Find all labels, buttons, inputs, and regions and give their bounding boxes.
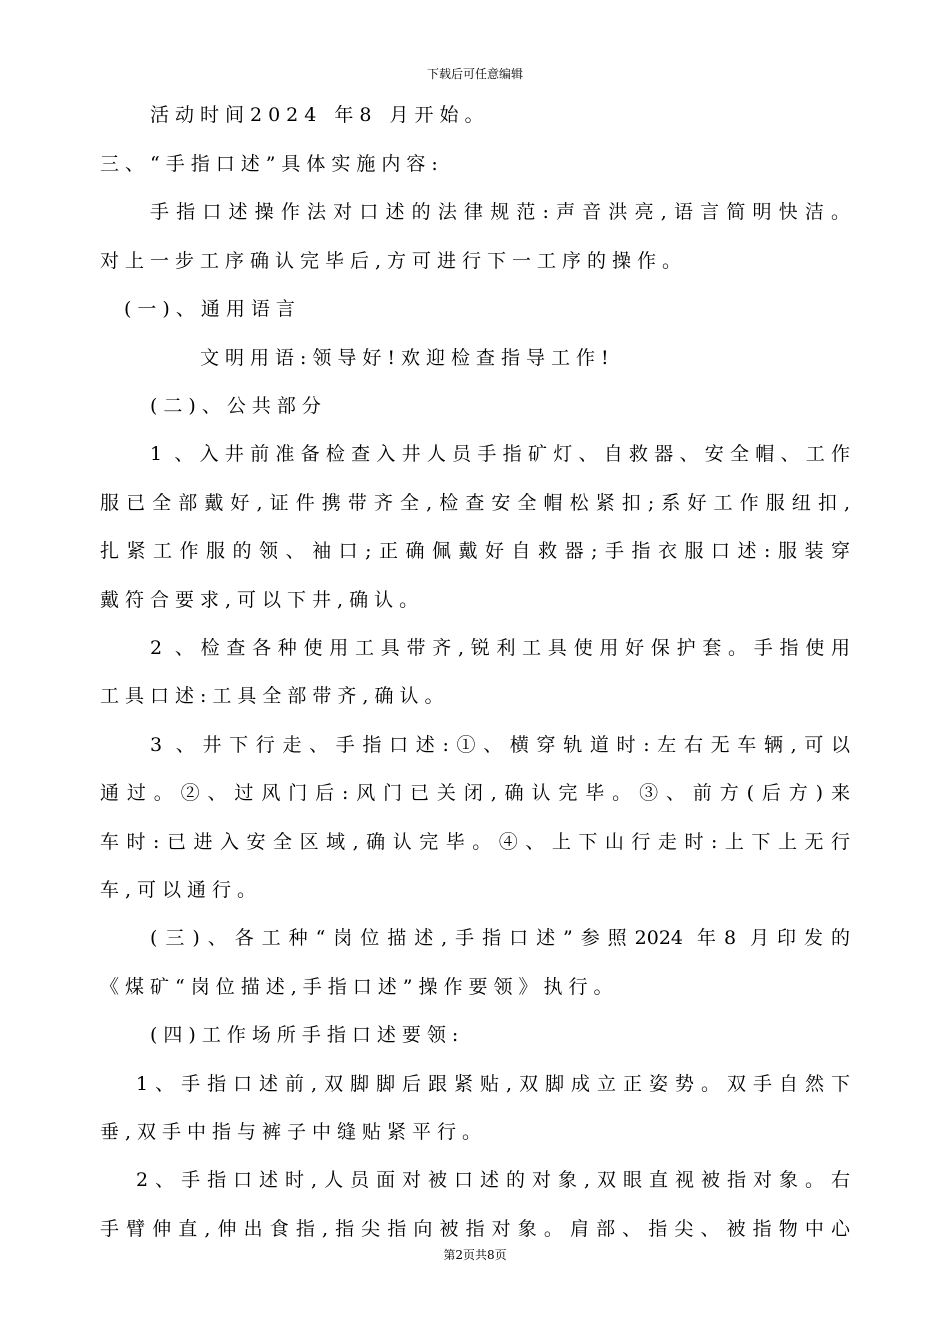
paragraph-line: 车时:已进入安全区域,确认完毕。④、上下山行走时:上下上无行 bbox=[100, 831, 850, 853]
paragraph-line: 服已全部戴好,证件携带齐全,检查安全帽松紧扣;系好工作服纽扣, bbox=[100, 492, 850, 514]
paragraph-line: 2 、检查各种使用工具带齐,锐利工具使用好保护套。手指使用 bbox=[150, 637, 850, 659]
paragraph-line: 1、手指口述前,双脚脚后跟紧贴,双脚成立正姿势。双手自然下 bbox=[136, 1073, 850, 1095]
paragraph-line: 活动时间2024 年8 月开始。 bbox=[150, 104, 490, 126]
paragraph-line: (三)、各工种“岗位描述,手指口述”参照2024 年8 月印发的 bbox=[150, 927, 850, 949]
paragraph-line: 手指口述操作法对口述的法律规范:声音洪亮,语言简明快洁。 bbox=[150, 201, 850, 223]
paragraph-line: 对上一步工序确认完毕后,方可进行下一工序的操作。 bbox=[100, 250, 688, 272]
paragraph-line: 戴符合要求,可以下井,确认。 bbox=[100, 589, 425, 611]
paragraph-line: 手臂伸直,伸出食指,指尖指向被指对象。肩部、指尖、被指物中心 bbox=[100, 1218, 850, 1240]
page-footer: 第2页共8页 bbox=[443, 1248, 507, 1262]
section-heading: 三、“手指口述”具体实施内容: bbox=[100, 153, 444, 175]
paragraph-line: 1 、入井前准备检查入井人员手指矿灯、自救器、安全帽、工作 bbox=[150, 443, 850, 465]
subsection-heading: (四)工作场所手指口述要领: bbox=[150, 1024, 465, 1046]
paragraph-line: 3 、井下行走、手指口述:①、横穿轨道时:左右无车辆,可以 bbox=[150, 734, 850, 756]
paragraph-line: 《煤矿“岗位描述,手指口述”操作要领》执行。 bbox=[100, 976, 619, 998]
paragraph-line: 文明用语:领导好!欢迎检查指导工作! bbox=[200, 347, 615, 369]
subsection-heading: (二)、公共部分 bbox=[150, 395, 327, 417]
subsection-heading: (一)、通用语言 bbox=[124, 298, 301, 320]
paragraph-line: 工具口述:工具全部带齐,确认。 bbox=[100, 685, 450, 707]
paragraph-line: 2、手指口述时,人员面对被口述的对象,双眼直视被指对象。右 bbox=[136, 1169, 850, 1191]
paragraph-line: 车,可以通行。 bbox=[100, 879, 263, 901]
paragraph-line: 通过。②、过风门后:风门已关闭,确认完毕。③、前方(后方)来 bbox=[100, 782, 850, 804]
paragraph-line: 扎紧工作服的领、袖口;正确佩戴好自救器;手指衣服口述:服装穿 bbox=[100, 540, 850, 562]
paragraph-line: 垂,双手中指与裤子中缝贴紧平行。 bbox=[100, 1121, 488, 1143]
page-header: 下载后可任意编辑 bbox=[426, 67, 523, 81]
